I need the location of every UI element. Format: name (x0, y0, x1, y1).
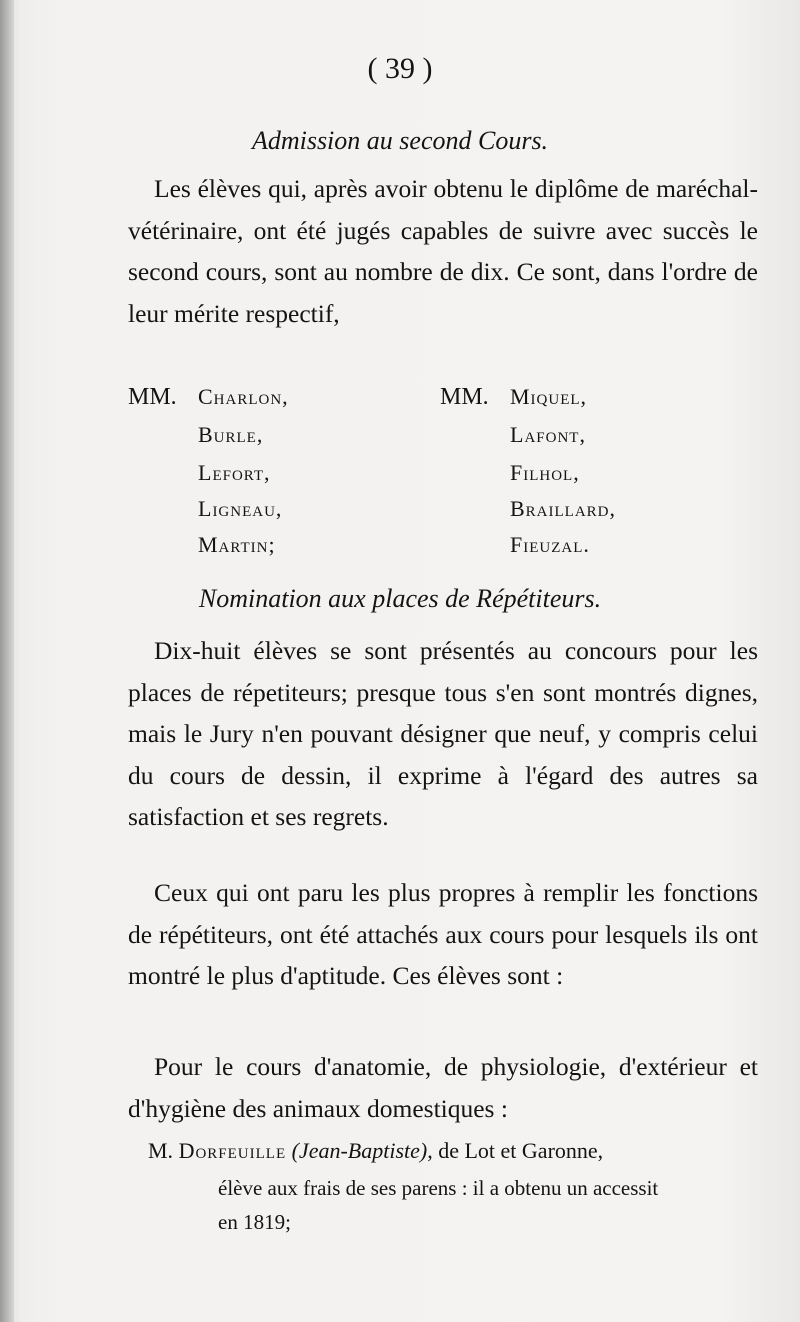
name-right-4: Braillard, (510, 496, 617, 521)
names-row (128, 384, 768, 420)
name-left-1: Charlon, (198, 384, 289, 409)
page-edge-shadow (0, 0, 14, 1322)
paragraph-repetiteurs-1-text: Dix-huit élèves se sont présentés au concours pour les places de répetiteurs; presque tous s'en sont montrés dignes, mais le Jury n'en pouvant désigner que neuf, y compris celui du cours de dessin, il exprime à l'égard des autres sa satisfaction et ses regrets. (128, 636, 758, 831)
names-row (128, 422, 768, 458)
paragraph-repetiteurs-2 (128, 872, 758, 997)
section-heading-admission: Admission au second Cours. (251, 126, 549, 155)
paragraph-repetiteurs-3 (128, 1046, 758, 1129)
paragraph-repetiteurs-3-text: Pour le cours d'anatomie, de physiologie, d'extérieur et d'hygiène des animaux domestiques : (128, 1052, 758, 1123)
page-number: ( 39 ) (367, 52, 433, 85)
mm-label-left: MM. (128, 384, 177, 410)
paragraph-admission (128, 168, 758, 334)
name-right-2: Lafont, (510, 422, 586, 447)
names-row (128, 532, 768, 568)
names-row (128, 460, 768, 496)
name-right-3: Filhol, (510, 460, 580, 485)
entry-surname: Dorfeuille (178, 1138, 287, 1163)
names-row (128, 496, 768, 532)
name-right-1: Miquel, (510, 384, 588, 409)
entry-dorfeuille (128, 1138, 764, 1234)
entry-line-3: en 1819; (218, 1210, 291, 1234)
paragraph-repetiteurs-1 (128, 630, 758, 838)
paragraph-admission-text: Les élèves qui, après avoir obtenu le diplôme de maréchal-vétérinaire, ont été jugés capables de suivre avec succès le second cours, sont au nombre de dix. Ce sont, dans l'ordre de leur mérite respectif, (128, 174, 758, 328)
name-right-5: Fieuzal. (510, 532, 590, 557)
entry-origin: , de Lot et Garonne, (427, 1138, 604, 1163)
entry-prefix: M. (148, 1138, 174, 1163)
paragraph-repetiteurs-2-text: Ceux qui ont paru les plus propres à remplir les fonctions de répétiteurs, ont été attachés aux cours pour lesquels ils ont montré le plus d'aptitude. Ces élèves sont : (128, 878, 758, 990)
name-left-5: Martin; (198, 532, 276, 557)
entry-line-2: élève aux frais de ses parens : il a obtenu un accessit (218, 1176, 659, 1200)
name-left-4: Ligneau, (198, 496, 283, 521)
name-left-3: Lefort, (198, 460, 271, 485)
section-heading-repetiteurs: Nomination aux places de Répétiteurs. (198, 584, 602, 613)
entry-given-name: (Jean-Baptiste) (291, 1138, 428, 1163)
name-left-2: Burle, (198, 422, 264, 447)
mm-label-right: MM. (440, 384, 489, 410)
